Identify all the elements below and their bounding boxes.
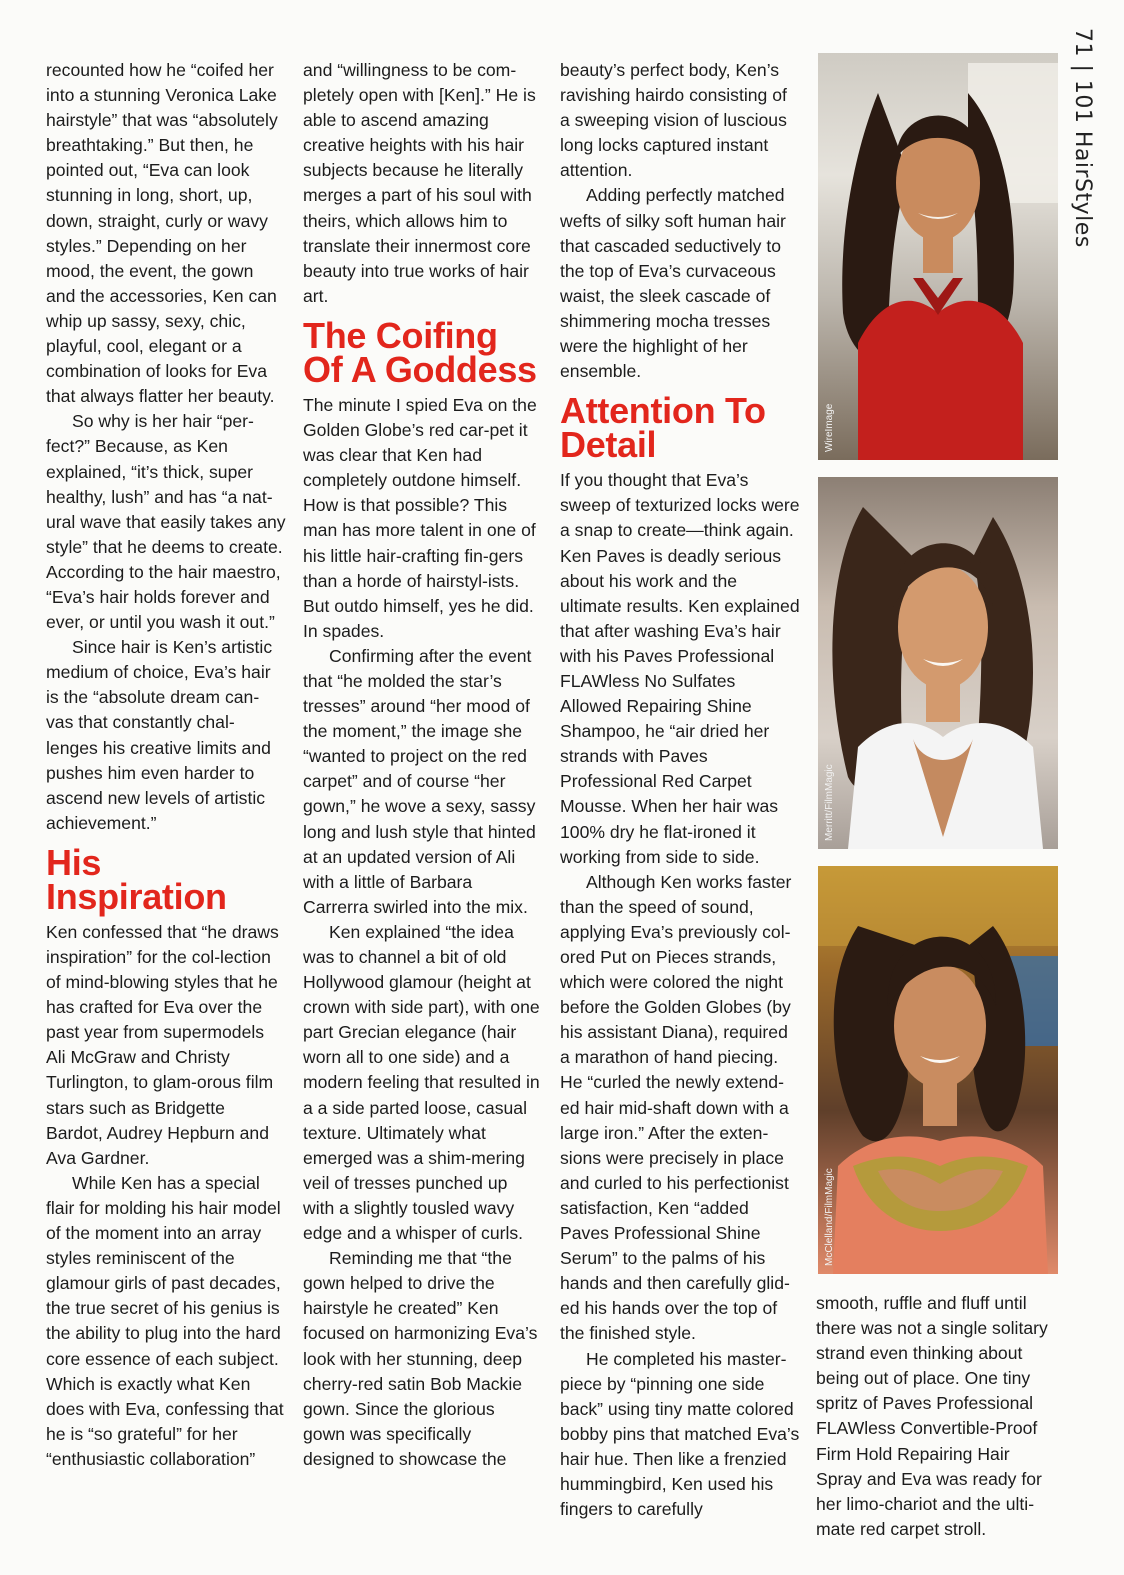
paragraph: beauty’s perfect body, Ken’s ravishing hairdo consisting of a sweeping vision of luscious long locks captured instant attention. <box>560 60 787 181</box>
page-folio <box>1070 28 1110 288</box>
paragraph: recounted how he “coifed her into a stunning Veronica Lake hairstyle” that was “absolutely breathtaking.” But then, he pointed out, “Eva can look stunning in long, short, up, down, straight, curly or wavy styles.” Depending on her mood, the event, the gown and the accessories, Ken can whip up sassy, sexy, chic, playful, cool, elegant or a combination of looks for Eva that always flatter her beauty. <box>46 60 278 407</box>
paragraph: So why is her hair “per-fect?” Because, as Ken explained, “it’s thick, super healthy, lush” and has “a nat-ural wave that easily takes any style” that he deems to create. According to the hair maestro, “Eva’s hair holds forever and ever, or until you wash it out.” <box>46 411 286 633</box>
paragraph: Adding perfectly matched wefts of silky soft human hair that cascaded seductively to the top of Eva’s curvaceous waist, the sleek cascade of shimmering mocha tresses were the highlight of her ensemble. <box>560 185 786 382</box>
paragraph: and “willingness to be com-pletely open with [Ken].” He is able to ascend amazing creative heights with his hair subjects because he literally merges a part of his soul with theirs, which allows him to translate their innermost core beauty into true works of hair art. <box>303 60 536 306</box>
article-column-2 <box>303 58 541 1472</box>
folio-text: 71 | 101 HairStyles <box>1070 28 1095 248</box>
paragraph: While Ken has a special flair for molding his hair model of the moment into an array styles reminiscent of the glamour girls of past decades, the true secret of his genius is the ability to plug into the hard core essence of each subject. Which is exactly what Ken does with Eva, confessing that he is “so grateful” for her “enthusiastic collaboration” <box>46 1172 284 1469</box>
paragraph: Reminding me that “the gown helped to drive the hairstyle he created” Ken focused on harmonizing Eva’s look with her stunning, deep cherry-red satin Bob Mackie gown. Since the glorious gown was specifically designed to showcase the <box>303 1248 538 1469</box>
paragraph: He completed his master-piece by “pinning one side back” using tiny matte colored bobby pins that matched Eva’s hair hue. Then like a frenzied hummingbird, Ken used his fingers to carefully <box>560 1348 800 1520</box>
paragraph: If you thought that Eva’s sweep of texturized locks were a snap to create—think again. Ken Paves is deadly serious about his work and the ultimate results. Ken explained that after washing Eva’s hair with his Paves Professional FLAWless No Sulfates Allowed Repairing Shine Shampoo, he “air dried her strands with Paves Professional Red Carpet Mousse. When her hair was 100% dry he flat-ironed it working from side to side. <box>560 470 800 867</box>
portrait-illustration <box>818 477 1058 849</box>
portrait-photo <box>818 477 1058 849</box>
paragraph: Ken explained “the idea was to channel a bit of old Hollywood glamour (height at crown with side part), with one part Grecian elegance (hair worn all to one side) and a modern feeling that resulted in a a side parted loose, casual texture. Ultimately what emerged was a shim-mering veil of tresses punched up with a slightly tousled wavy edge and a whisper of curls. <box>303 921 540 1244</box>
article-column-4 <box>816 1291 1051 1542</box>
portrait-illustration <box>818 866 1058 1274</box>
article-column-3 <box>560 58 800 1522</box>
photo-credit: WireImage <box>824 403 835 452</box>
portrait-illustration <box>818 53 1058 460</box>
paragraph: Ken confessed that “he draws inspiration” for the col-lection of mind-blowing styles that he has crafted for Eva over the past year from supermodels Ali McGraw and Christy Turlington, to glam-orous film stars such as Bridgette Bardot, Audrey Hepburn and Ava Gardner. <box>46 921 279 1168</box>
photo-credit: Merritt/FilmMagic <box>824 764 835 841</box>
paragraph: smooth, ruffle and fluff until there was not a single solitary strand even thinking about being out of place. One tiny spritz of Paves Professional FLAWless Convertible-Proof Firm Hold Repairing Hair Spray and Eva was ready for her limo-chariot and the ulti-mate red carpet stroll. <box>816 1293 1048 1539</box>
paragraph: Although Ken works faster than the speed of sound, applying Eva’s previously col-ored Put on Pieces strands, which were colored the night before the Golden Globes (by his assistant Diana), required a marathon of hand piecing. He “curled the newly extend-ed hair mid-shaft down with a large iron.” After the exten-sions were precisely in place and curled to his perfectionist satisfaction, Ken “added Paves Professional Shine Serum” to the palms of his hands and then carefully glid-ed his hands over the top of the finished style. <box>560 871 792 1344</box>
section-heading-coifing-goddess: The Coifing Of A Goddess <box>303 314 537 390</box>
portrait-photo <box>818 53 1058 460</box>
section-heading-his-inspiration: His Inspiration <box>46 841 227 917</box>
section-heading-attention-to-detail: Attention To Detail <box>560 390 766 466</box>
article-column-1 <box>46 58 286 1472</box>
paragraph: Confirming after the event that “he molded the star’s tresses” around “her mood of the moment,” the image she “wanted to project on the red carpet” and of course “her gown,” he wove a sexy, sassy long and lush style that hinted at an updated version of Ali with a little of Barbara Carrerra swirled into the mix. <box>303 645 536 917</box>
paragraph: The minute I spied Eva on the Golden Globe’s red car-pet it was clear that Ken had completely outdone himself. How is that possible? This man has more talent in one of his little hair-crafting fin-gers than a horde of hairstyl-ists. But outdo himself, yes he did. In spades. <box>303 394 537 641</box>
paragraph: Since hair is Ken’s artistic medium of choice, Eva’s hair is the “absolute dream can-vas that constantly chal-lenges his creative limits and pushes him even harder to ascend new levels of artistic achievement.” <box>46 637 273 833</box>
photo-credit: McClelland/FilmMagic <box>824 1168 835 1266</box>
portrait-photo <box>818 866 1058 1274</box>
